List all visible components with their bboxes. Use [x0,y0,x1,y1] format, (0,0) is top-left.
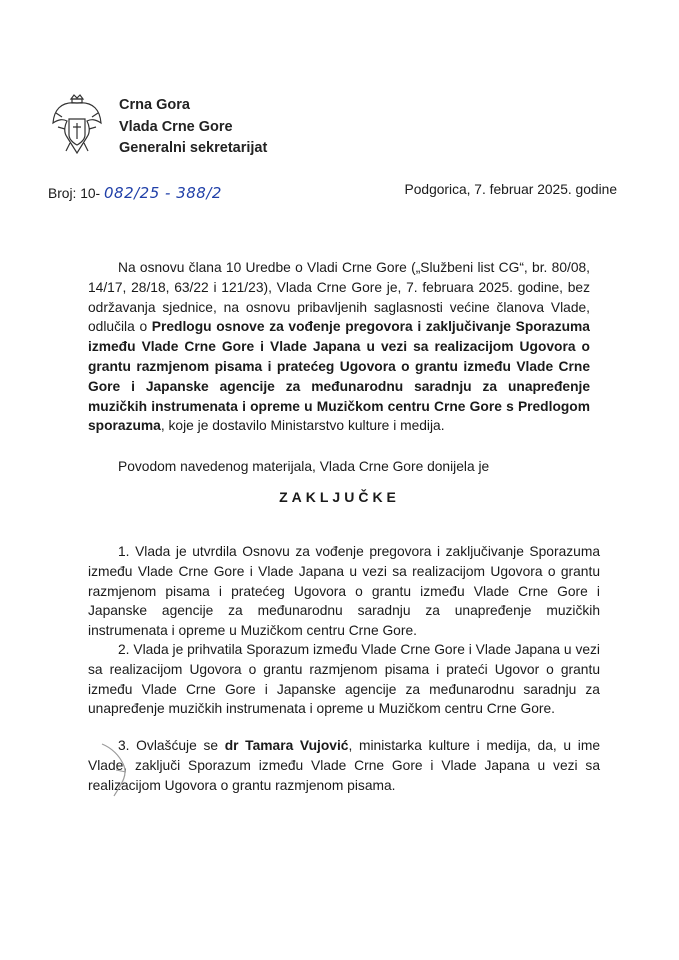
conclusion-item-text-b: , ministarka kulture i medija, da, u ime Vlade, zaključi Sporazum između Vlade Crne Gore i Vlade Japana u vezi sa realizacijom Ugovora o grantu razmjenom pisama. [88,738,600,793]
intro-text-a: Na osnovu člana 10 Uredbe o Vladi Crne Gore („Službeni list CG“, br. 80/08, 14/17, 28/18, 63/22 i 121/23), Vlada Crne Gore je, 7. februara 2025. godine, bez održavanja sjednice, na osnovu pribavljenih saglasnosti većine članova Vlade, odlučila o [88,260,590,335]
intro-text-b: , koje je dostavilo Ministarstvo kulture i medija. [160,418,445,434]
intro-subject: Predlogu osnove za vođenje pregovora i zaključivanje Sporazuma između Vlade Crne Gore i Vlade Japana u vezi sa realizacijom Ugovora o grantu razmjenom pisama i pratećeg Ugovora o grantu između Vlade Crne Gore i Japanske agencije za međunarodnu saradnju za unapređenje muzičkih instrumenata i opreme u Muzičkom centru Crne Gore s Predlogom sporazuma [88,319,590,434]
secretariat-name: Generalni sekretarijat [119,140,268,156]
handwritten-reference: 082/25 - 388/2 [104,184,222,202]
reference-number [48,184,222,202]
conclusion-item-text: 2. Vlada je prihvatila Sporazum između Vlade Crne Gore i Vlade Japana u vezi sa realizacijom Ugovora o grantu razmjenom pisama i prateći Ugovor o grantu između Vlade Crne Gore i Japanske agencije za međunarodnu saradnju za unapređenje muzičkih instrumenata i opreme u Muzičkom centru Crne Gore. [88,642,600,717]
conclusion-item [88,640,600,719]
pencil-mark [98,740,132,800]
intro-paragraph [88,258,590,436]
conclusion-item-text-a: 3. Ovlašćuje se [118,738,225,753]
conclusion-item [88,736,600,795]
government-name: Vlada Crne Gore [119,118,233,135]
country-name: Crna Gora [119,97,190,113]
institution-header [119,95,267,160]
conclusion-intro-text: Povodom navedenog materijala, Vlada Crne Gore donijela je [118,459,490,474]
conclusion-intro [88,457,590,477]
place-and-date: Podgorica, 7. februar 2025. godine [404,182,617,197]
conclusion-item [88,542,600,641]
document-title: ZAKLJUČKE [279,489,400,505]
minister-name: dr Tamara Vujović [224,738,349,753]
reference-label: Broj: 10- [48,186,101,201]
montenegro-coat-of-arms-icon [50,93,104,157]
conclusion-item-text: 1. Vlada je utvrdila Osnovu za vođenje pregovora i zaključivanje Sporazuma između Vlade Crne Gore i Vlade Japana u vezi sa realizacijom Ugovora o grantu razmjenom pisama i pratećeg Ugovora o grantu između Vlade Crne Gore i Japanske agencije za međunarodnu saradnju za unapređenje muzičkih instrumenata i opreme u Muzičkom centru Crne Gore. [88,544,600,639]
